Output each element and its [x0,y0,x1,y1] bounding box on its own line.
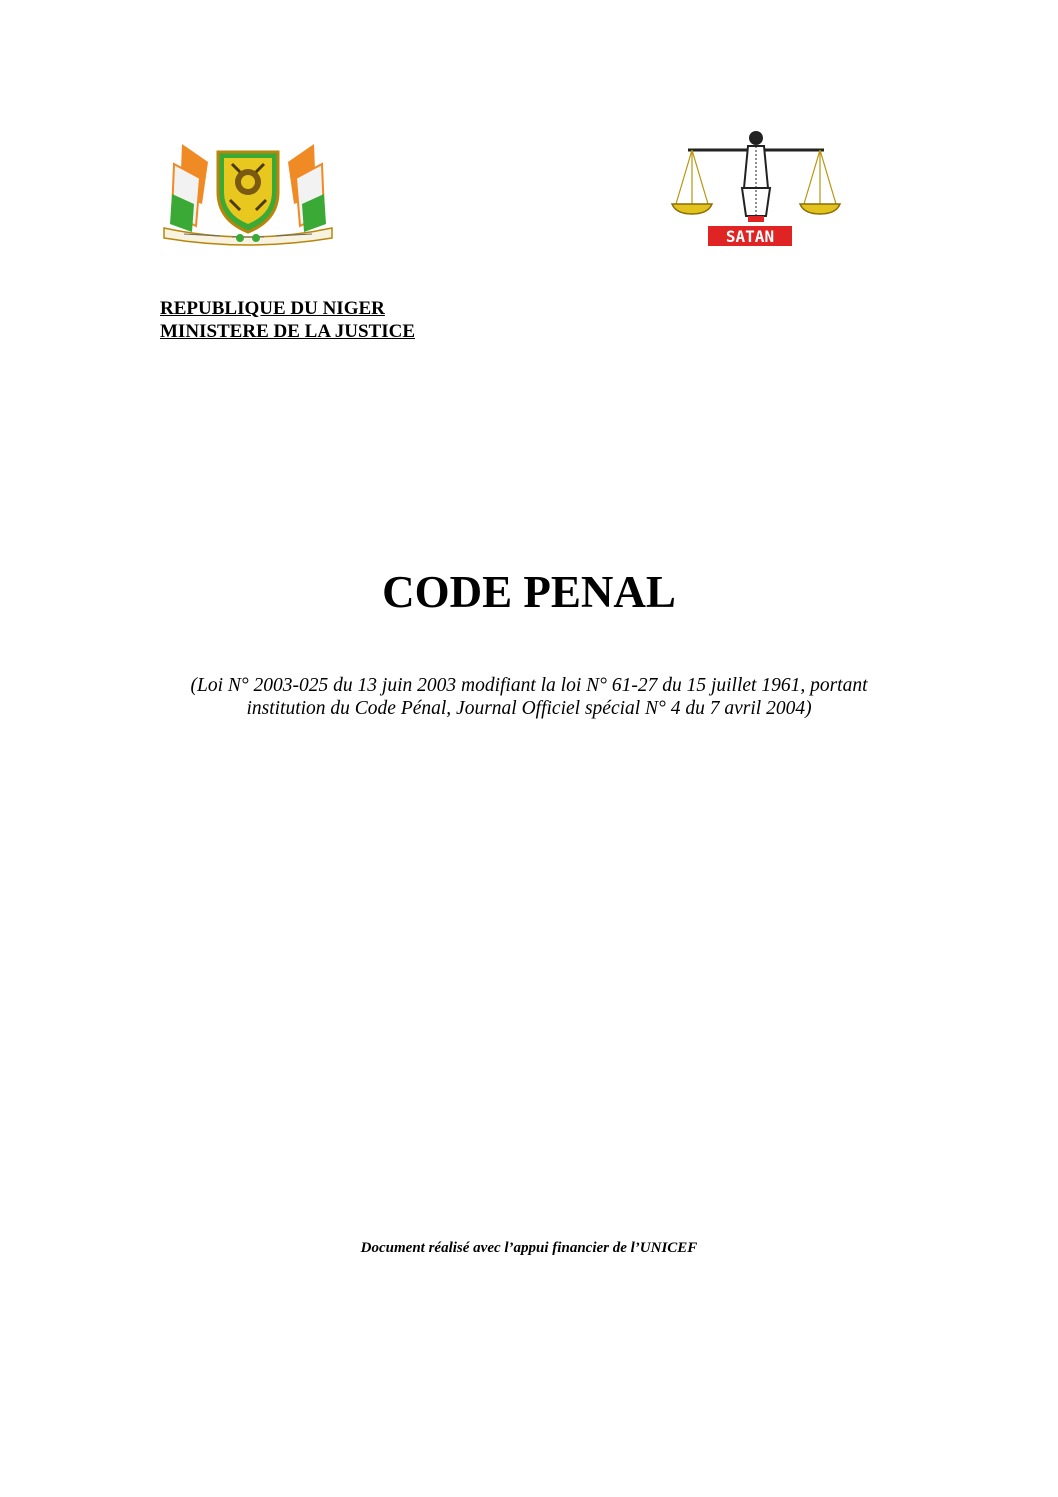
funding-note: Document réalisé avec l’appui financier de l’UNICEF [360,1240,698,1256]
subtitle-line-1: (Loi N° 2003-025 du 13 juin 2003 modifiant la loi N° 61-27 du 15 juillet 1961, portant [190,675,868,696]
document-title: CODE PENAL [382,567,676,617]
subtitle-line-2: institution du Code Pénal, Journal Officiel spécial N° 4 du 7 avril 2004) [246,698,812,719]
country-heading: REPUBLIQUE DU NIGER [160,298,385,319]
scales-of-justice-icon [668,128,844,250]
ministry-heading: MINISTERE DE LA JUSTICE [160,321,415,342]
coat-of-arms-icon [160,134,336,248]
document-subtitle [100,674,958,720]
svg-text:SATAN: SATAN [725,227,775,246]
